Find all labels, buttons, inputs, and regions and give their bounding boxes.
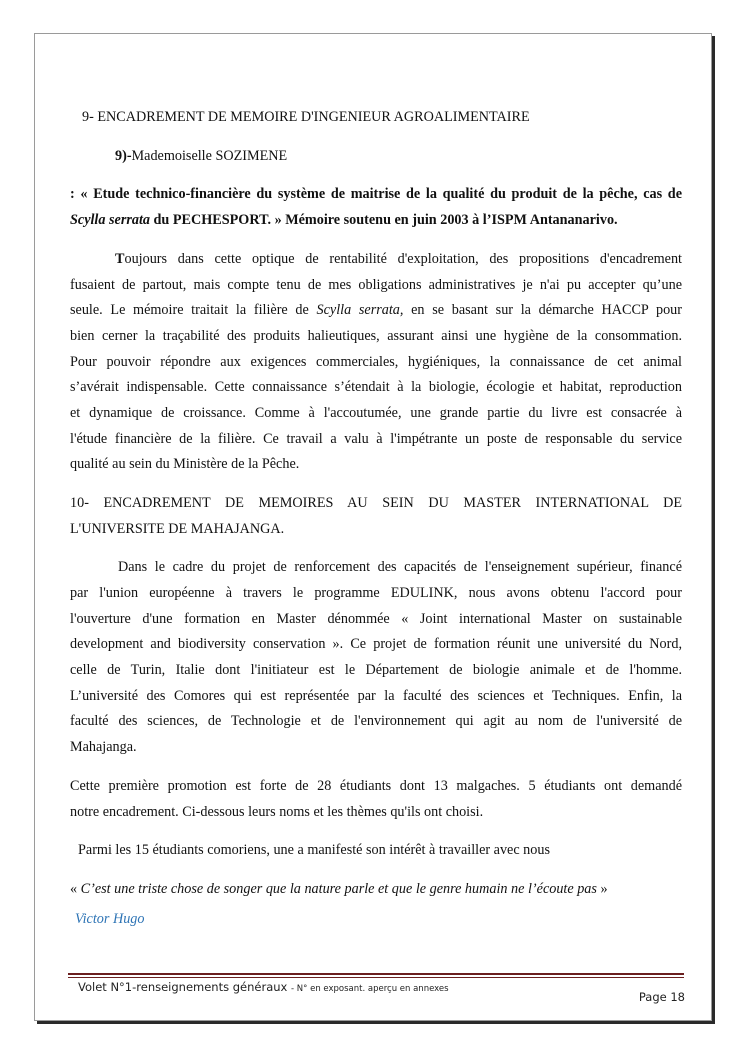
para10-line8: Mahajanga. (70, 739, 137, 755)
thesis-title-line2: Scylla serrata du PECHESPORT. » Mémoire soutenu en juin 2003 à l’ISPM Antananarivo. (70, 212, 618, 228)
para10-line6: L’université des Comores qui est représentée par la faculté des sciences et Techniques. Enfin, la (70, 688, 682, 704)
para10-line3: l'ouverture d'une formation en Master dénommée « Joint international Master on sustainable (70, 611, 682, 627)
footer-note: - N° en exposant. aperçu en annexes (291, 984, 449, 994)
footer-rule-thin (68, 977, 684, 978)
section10-heading-line2: L'UNIVERSITE DE MAHAJANGA. (70, 521, 285, 537)
student-name: Mademoiselle SOZIMENE (131, 148, 288, 164)
para9-line6: s’avérait indispensable. Cette connaissance s’étendait à la biologie, écologie et habitat, reproduction (70, 379, 682, 395)
para9-line9: qualité au sein du Ministère de la Pêche. (70, 456, 300, 472)
para9-line3: seule. Le mémoire traitait la filière de Scylla serrata, en se basant sur la démarche HACCP pour (70, 302, 682, 318)
quote-line: « C’est une triste chose de songer que la nature parle et que le genre humain ne l’écoute pas » (70, 881, 608, 897)
para10-line7: faculté des sciences, de Technologie et de l'environnement qui agit au nom de l'université de (70, 713, 682, 729)
para10-line1: Dans le cadre du projet de renforcement des capacités de l'enseignement supérieur, financé (118, 559, 682, 575)
para10-line4: development and biodiversity conservation ». Ce projet de formation réunit une université du Nord, (70, 636, 682, 652)
footer-volet: Volet N°1-renseignements généraux - N° en exposant. aperçu en annexes (78, 980, 449, 994)
comoros-student-line: Parmi les 15 étudiants comoriens, une a manifesté son intérêt à travailler avec nous (78, 842, 550, 858)
species-name: Scylla serrata (70, 212, 150, 228)
para9-line8: l'étude financière de la filière. Ce travail a valu à l'impétrante un poste de responsable du service (70, 431, 682, 447)
footer-rule (68, 973, 684, 975)
quote-author: Victor Hugo (75, 911, 145, 927)
page-number: Page 18 (638, 990, 685, 1004)
para9-line4: bien cerner la traçabilité des produits halieutiques, assurant ainsi une hygiène de la consommation. (70, 328, 682, 344)
para11-line1: Cette première promotion est forte de 28 étudiants dont 13 malgaches. 5 étudiants ont demandé (70, 778, 682, 794)
section9-heading: 9- ENCADREMENT DE MEMOIRE D'INGENIEUR AGROALIMENTAIRE (82, 109, 530, 125)
para9-line5: Pour pouvoir répondre aux exigences commerciales, hygiéniques, la connaissance de cet animal (70, 354, 682, 370)
section10-heading-line1: 10- ENCADREMENT DE MEMOIRES AU SEIN DU MASTER INTERNATIONAL DE (70, 495, 682, 511)
quote-text: C’est une triste chose de songer que la nature parle et que le genre humain ne l’écoute pas (80, 881, 597, 897)
student-line (115, 144, 727, 170)
para10-line2: par l'union européenne à travers le programme EDULINK, nous avons obtenu l'accord pour (70, 585, 682, 601)
student-number: 9)- (115, 148, 132, 164)
para9-line2: fusaient de partout, mais compte tenu de mes obligations administratives je n'ai pu accepter qu’une (70, 277, 682, 293)
thesis-title-line1: : « Etude technico-financière du système de maitrise de la qualité du produit de la pêche, cas de (70, 186, 682, 202)
para10-line5: celle de Turin, Italie dont l'initiateur est le Département de biologie animale et de l'homme. (70, 662, 682, 678)
drop-letter: T (115, 251, 125, 267)
para11-line2: notre encadrement. Ci-dessous leurs noms et les thèmes qu'ils ont choisi. (70, 804, 484, 820)
para9-line1: Toujours dans cette optique de rentabilité d'exploitation, des propositions d'encadrement (115, 251, 682, 267)
para9-line7: et dynamique de croissance. Comme à l'accoutumée, une grande partie du livre est consacrée à (70, 405, 682, 421)
